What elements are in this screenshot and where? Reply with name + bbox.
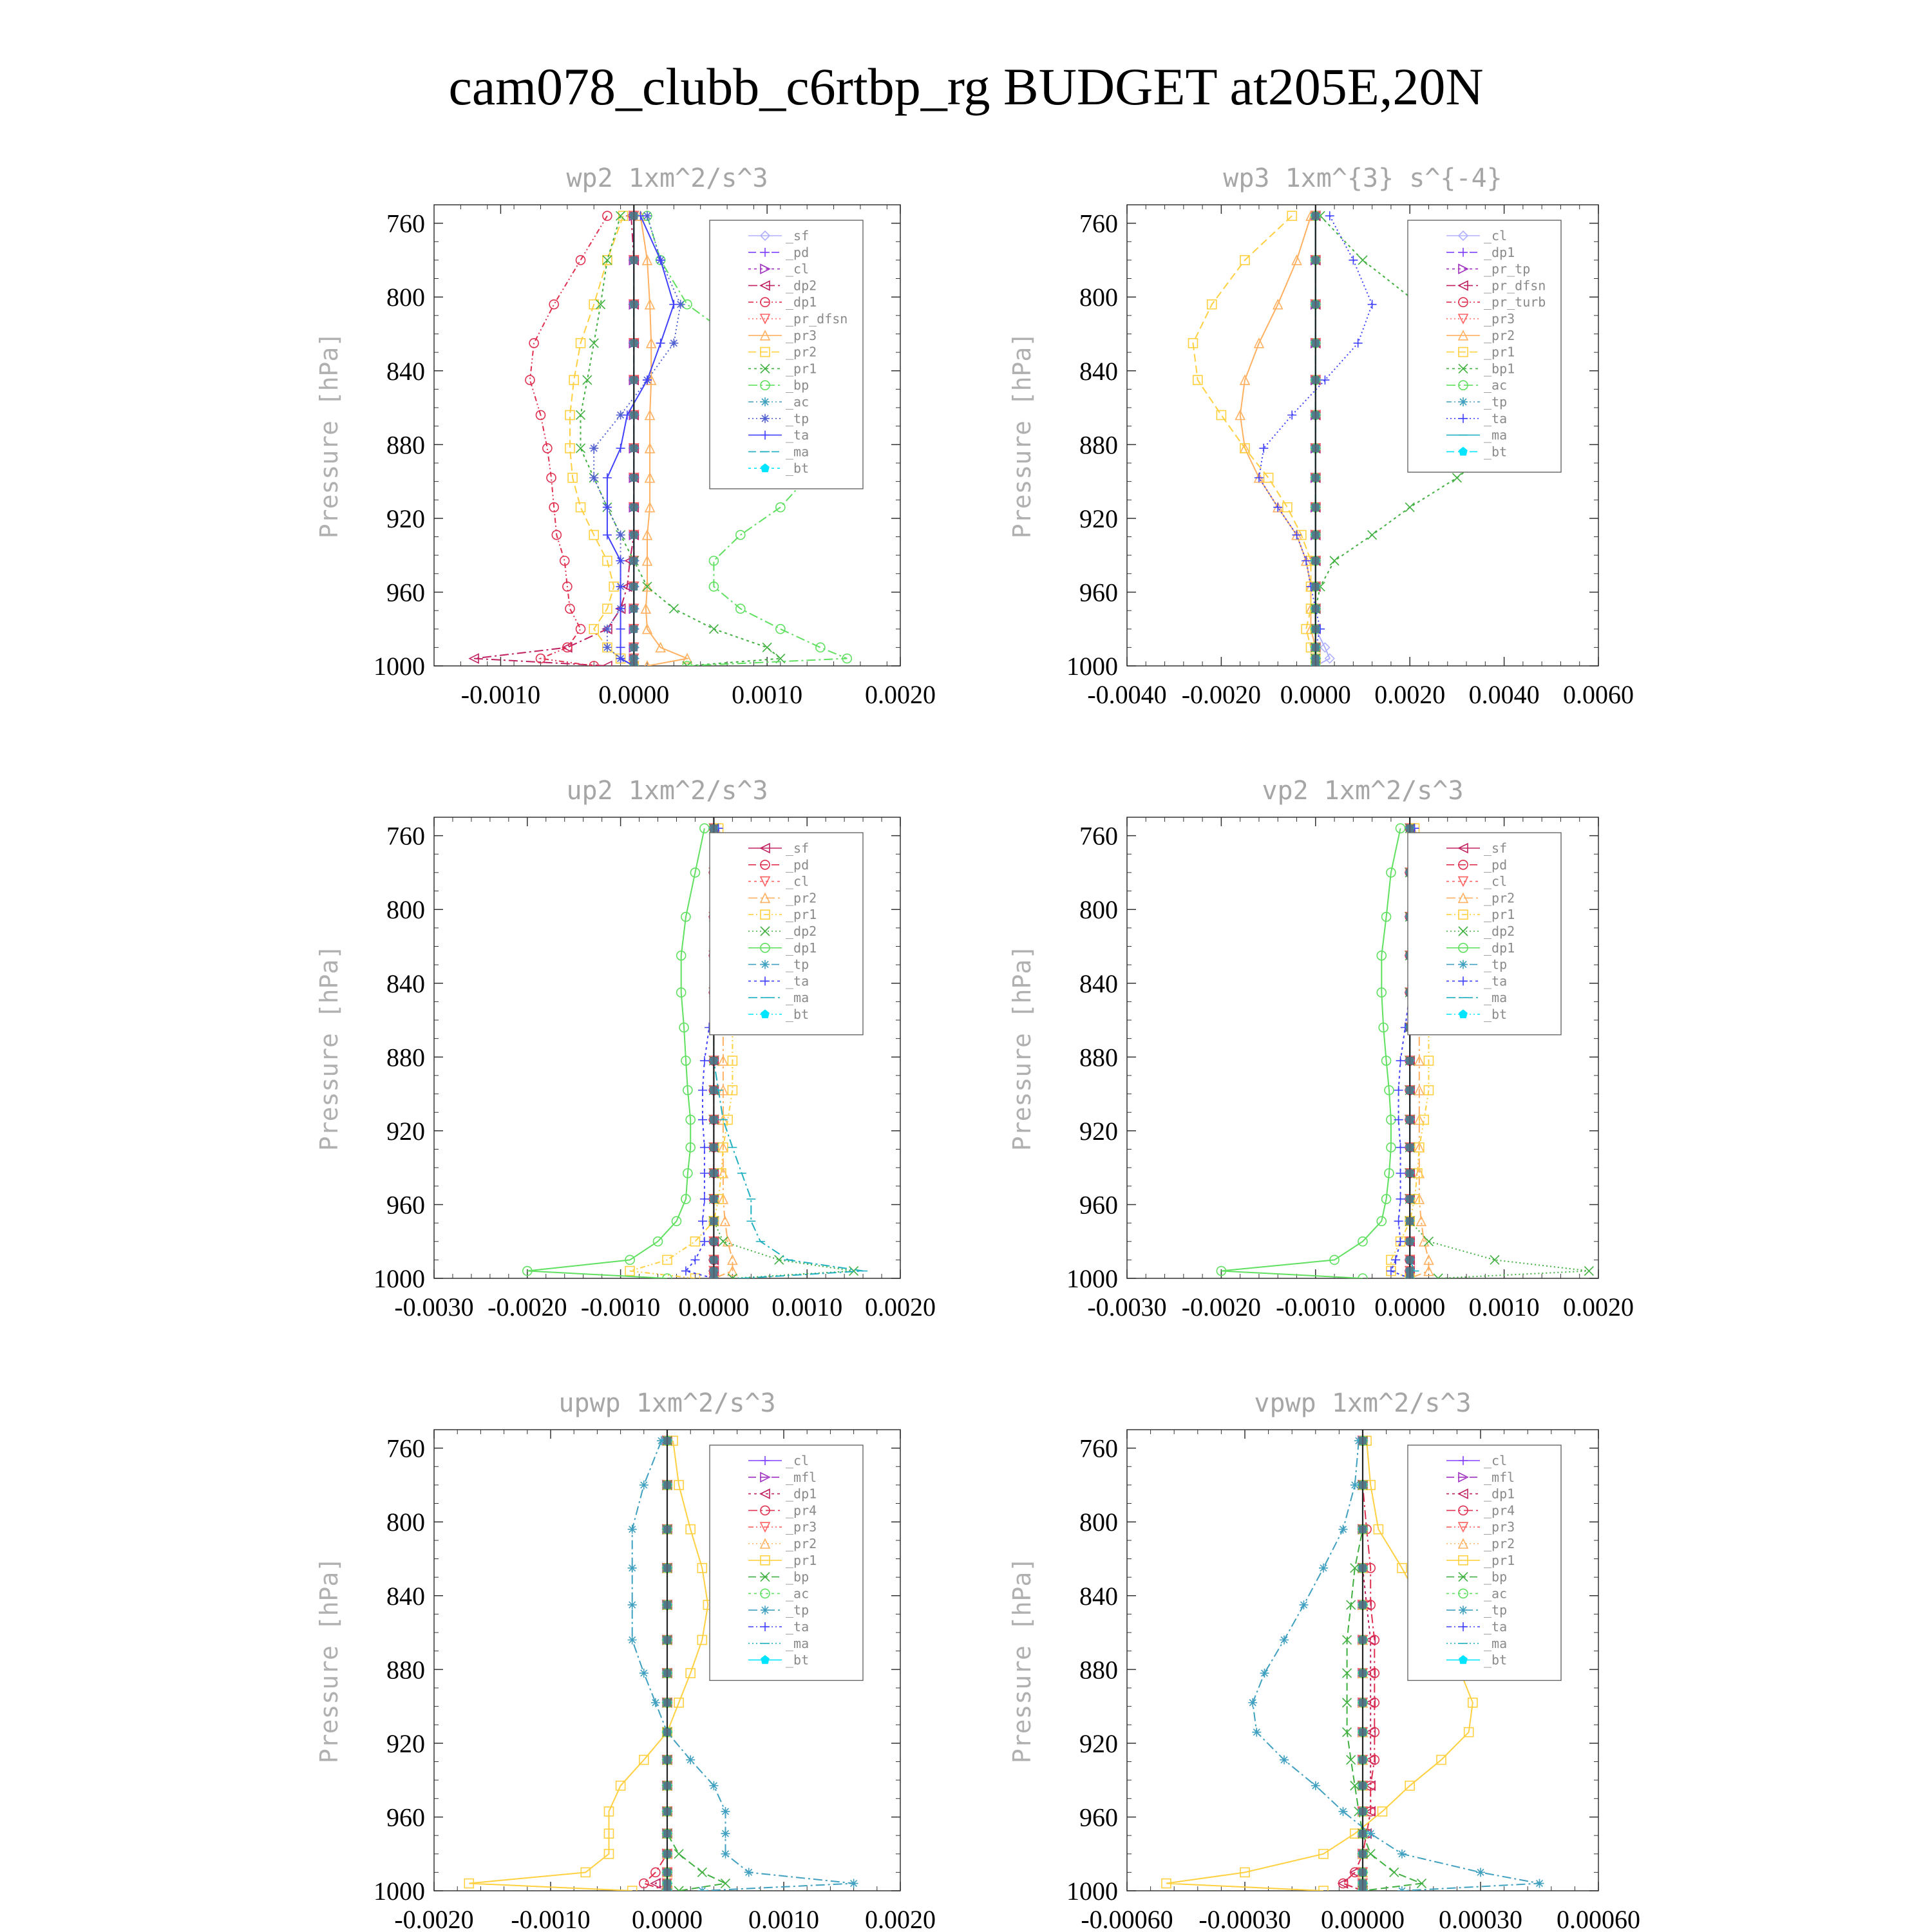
x-tick-label: 0.0000: [1374, 1293, 1446, 1321]
legend-label: _tp: [1484, 956, 1508, 972]
legend-label: _cl: [786, 873, 810, 889]
zero-line: [630, 205, 638, 670]
x-tick-label: 0.0000: [598, 680, 670, 709]
x-tick-label: -0.0020: [1181, 680, 1262, 709]
legend-label: _ac: [786, 1586, 810, 1602]
x-tick-label: 0.00000: [1321, 1905, 1405, 1932]
legend-label: _pr_dfsn: [1484, 278, 1546, 294]
y-tick-label: 800: [386, 895, 425, 925]
legend-label: _ta: [1484, 1619, 1508, 1634]
legend-label: _pr3: [786, 327, 817, 343]
y-tick-label: 1000: [374, 1877, 425, 1906]
legend-label: _dp1: [1484, 940, 1515, 956]
legend-label: _pr3: [1484, 1519, 1515, 1535]
y-tick-label: 1000: [1066, 652, 1118, 681]
y-tick-label: 880: [386, 1043, 425, 1072]
y-tick-label: 960: [386, 1190, 425, 1220]
y-tick-label: 920: [386, 1728, 425, 1758]
legend-label: _sf: [786, 840, 810, 856]
legend-label: _pd: [1484, 857, 1508, 873]
legend: [1408, 220, 1561, 472]
legend-label: _ac: [786, 394, 810, 410]
legend-label: _bp: [786, 377, 810, 393]
legend-label: _pr4: [1484, 1502, 1515, 1519]
series-dp1: [526, 211, 612, 670]
panel-6: [1008, 1388, 1640, 1932]
legend-label: _pr2: [1484, 890, 1515, 906]
panel-3: [315, 776, 936, 1321]
x-tick-label: -0.0030: [1087, 1293, 1167, 1321]
series-line: [656, 1441, 667, 1891]
legend-label: _pr2: [786, 1536, 817, 1551]
legend-label: _pr2: [786, 344, 817, 360]
legend-label: _pr1: [786, 907, 817, 923]
legend-label: _pr1: [1484, 1552, 1515, 1568]
legend-label: _ta: [786, 427, 810, 443]
y-tick-label: 960: [386, 578, 425, 607]
y-tick-label: 760: [1079, 821, 1118, 851]
legend: [1408, 1445, 1561, 1680]
series-pr4: [1339, 1436, 1379, 1895]
legend-label: _mfl: [1484, 1469, 1515, 1485]
legend-label: _cl: [1484, 873, 1508, 889]
y-tick-label: 920: [1079, 504, 1118, 533]
y-tick-label: 880: [1079, 1043, 1118, 1072]
y-axis-label: Pressure [hPa]: [315, 944, 343, 1151]
x-tick-label: -0.0020: [488, 1293, 567, 1321]
x-tick-label: 0.0020: [1374, 680, 1446, 709]
panel-title: vpwp 1xm^2/s^3: [1254, 1388, 1472, 1418]
series-dp1: [1339, 1436, 1376, 1895]
zero-line: [1312, 205, 1320, 670]
y-tick-label: 960: [386, 1803, 425, 1832]
y-tick-label: 760: [1079, 209, 1118, 238]
x-tick-label: -0.0010: [1276, 1293, 1356, 1321]
legend-label: _dp1: [786, 940, 817, 956]
y-tick-label: 800: [1079, 283, 1118, 312]
y-tick-label: 880: [386, 430, 425, 460]
x-tick-label: 0.0010: [772, 1293, 843, 1321]
x-tick-label: 0.0040: [1468, 680, 1540, 709]
x-tick-label: -0.0020: [1181, 1293, 1262, 1321]
legend-label: _bt: [1484, 444, 1508, 460]
y-tick-label: 840: [386, 969, 425, 998]
legend-label: _dp2: [786, 278, 817, 294]
legend-label: _bt: [786, 1007, 810, 1022]
legend-label: _bp: [786, 1569, 810, 1585]
y-axis-label: Pressure [hPa]: [1008, 944, 1036, 1151]
y-tick-label: 1000: [1066, 1877, 1118, 1906]
y-tick-label: 920: [1079, 1728, 1118, 1758]
legend-label: _ma: [786, 990, 810, 1006]
legend-label: _pr_dfsn: [786, 311, 848, 327]
series-pr1: [1188, 211, 1320, 670]
y-tick-label: 840: [1079, 1581, 1118, 1611]
legend-label: _tp: [786, 956, 810, 972]
y-tick-label: 880: [1079, 1655, 1118, 1685]
legend: [710, 1445, 863, 1680]
legend-label: _pd: [786, 857, 810, 873]
legend-label: _cl: [786, 261, 810, 277]
legend-label: _ma: [786, 1635, 810, 1651]
panel-1: [315, 164, 936, 709]
legend-label: _tp: [1484, 394, 1508, 410]
y-tick-label: 880: [386, 1655, 425, 1685]
series-line: [1240, 216, 1316, 666]
series-pr1: [464, 1436, 712, 1895]
legend-label: _bp1: [1484, 361, 1515, 377]
legend-label: _pd: [786, 244, 810, 260]
x-tick-label: 0.0010: [1468, 1293, 1540, 1321]
y-tick-label: 800: [386, 283, 425, 312]
series-pr2: [1236, 211, 1320, 670]
series-line: [607, 216, 674, 666]
x-tick-label: -0.0030: [394, 1293, 474, 1321]
y-tick-label: 800: [1079, 1508, 1118, 1537]
series-line: [527, 828, 705, 1278]
legend-label: _dp1: [1484, 1486, 1515, 1502]
legend-label: _ta: [786, 1619, 810, 1634]
legend-label: _bt: [786, 460, 810, 477]
y-tick-label: 840: [1079, 969, 1118, 998]
legend-label: _dp2: [1484, 923, 1515, 939]
y-axis-label: Pressure [hPa]: [315, 1557, 343, 1764]
series-line: [1221, 828, 1400, 1278]
legend: [1408, 833, 1561, 1035]
y-tick-label: 960: [1079, 1190, 1118, 1220]
legend-label: _ta: [1484, 410, 1508, 426]
y-tick-label: 840: [386, 356, 425, 386]
panel-4: [1008, 776, 1634, 1321]
legend-label: _pr3: [786, 1519, 817, 1535]
x-tick-label: -0.0010: [460, 680, 541, 709]
x-tick-label: 0.0060: [1563, 680, 1634, 709]
y-tick-label: 880: [1079, 430, 1118, 460]
legend: [710, 833, 863, 1035]
series-line: [641, 216, 687, 666]
legend-label: _pr2: [786, 890, 817, 906]
legend-label: _tp: [786, 410, 810, 426]
figure-title: cam078_clubb_c6rtbp_rg BUDGET at205E,20N: [448, 57, 1484, 116]
legend-label: _pr2: [1484, 327, 1515, 343]
series-dp1: [1217, 824, 1405, 1283]
y-tick-label: 1000: [374, 652, 425, 681]
y-tick-label: 760: [386, 1434, 425, 1463]
legend-label: _pr3: [1484, 311, 1515, 327]
legend-label: _pr2: [1484, 1536, 1515, 1551]
y-tick-label: 960: [1079, 1803, 1118, 1832]
legend-label: _ta: [786, 973, 810, 989]
panel-title: upwp 1xm^2/s^3: [558, 1388, 776, 1418]
x-tick-label: 0.0000: [1280, 680, 1351, 709]
legend-label: _cl: [786, 1453, 810, 1468]
y-tick-label: 760: [386, 209, 425, 238]
series-ta: [603, 211, 678, 670]
legend-label: _ma: [1484, 990, 1508, 1006]
series-pr3: [636, 211, 692, 670]
legend-label: _cl: [1484, 228, 1508, 243]
series-line: [1193, 216, 1316, 666]
legend-label: _pr1: [1484, 907, 1515, 923]
legend-label: _pr_tp: [1484, 261, 1531, 277]
legend-label: _pr_turb: [1484, 294, 1546, 310]
legend-label: _pr1: [786, 1552, 817, 1568]
legend-label: _ac: [1484, 1586, 1508, 1602]
legend-label: _ma: [786, 444, 810, 460]
y-axis-label: Pressure [hPa]: [1008, 1557, 1036, 1764]
series-tp: [589, 211, 685, 670]
x-tick-label: -0.0010: [511, 1905, 591, 1932]
legend-label: _dp1: [786, 294, 817, 310]
x-tick-label: 0.0020: [1563, 1293, 1634, 1321]
panel-title: up2 1xm^2/s^3: [566, 776, 768, 806]
panel-title: vp2 1xm^2/s^3: [1262, 776, 1464, 806]
y-tick-label: 800: [1079, 895, 1118, 925]
legend-label: _tp: [786, 1602, 810, 1618]
y-tick-label: 1000: [374, 1264, 425, 1293]
y-tick-label: 760: [1079, 1434, 1118, 1463]
y-tick-label: 920: [1079, 1116, 1118, 1146]
legend-label: _ma: [1484, 427, 1508, 443]
zero-line: [663, 1430, 671, 1895]
y-tick-label: 1000: [1066, 1264, 1118, 1293]
panel-2: [1008, 164, 1634, 709]
legend-label: _sf: [786, 228, 810, 243]
legend-label: _dp1: [1484, 244, 1515, 260]
y-tick-label: 760: [386, 821, 425, 851]
legend-label: _bp: [1484, 1569, 1508, 1585]
y-tick-label: 920: [386, 504, 425, 533]
legend-label: _bt: [1484, 1652, 1508, 1668]
x-tick-label: 0.00060: [1557, 1905, 1640, 1932]
series-cl: [1311, 211, 1334, 670]
y-tick-label: 920: [386, 1116, 425, 1146]
series-dp1: [523, 824, 709, 1283]
legend-label: _mfl: [786, 1469, 817, 1485]
panel-title: wp3 1xm^{3} s^{-4}: [1223, 164, 1502, 193]
x-tick-label: -0.0040: [1087, 680, 1167, 709]
legend-label: _dp2: [786, 923, 817, 939]
x-tick-label: 0.0020: [865, 1905, 936, 1932]
legend: [710, 220, 863, 489]
x-tick-label: -0.0020: [394, 1905, 474, 1932]
legend-label: _ac: [1484, 377, 1508, 393]
y-tick-label: 800: [386, 1508, 425, 1537]
x-tick-label: 0.0020: [865, 680, 936, 709]
x-tick-label: -0.0010: [580, 1293, 661, 1321]
legend-label: _sf: [1484, 840, 1508, 856]
y-tick-label: 840: [1079, 356, 1118, 386]
series-line: [530, 216, 607, 666]
legend-label: _ma: [1484, 1635, 1508, 1651]
legend-label: _tp: [1484, 1602, 1508, 1618]
legend-label: _bt: [786, 1652, 810, 1668]
legend-label: _pr4: [786, 1502, 817, 1519]
x-tick-label: -0.00060: [1081, 1905, 1173, 1932]
x-tick-label: 0.0010: [748, 1905, 819, 1932]
y-tick-label: 960: [1079, 578, 1118, 607]
legend-label: _pr1: [1484, 344, 1515, 360]
legend-label: _bt: [1484, 1007, 1508, 1022]
x-tick-label: 0.0020: [865, 1293, 936, 1321]
series-line: [469, 1441, 708, 1891]
legend-label: _ta: [1484, 973, 1508, 989]
series-dp1: [651, 1436, 672, 1895]
x-tick-label: 0.00030: [1439, 1905, 1522, 1932]
y-axis-label: Pressure [hPa]: [1008, 332, 1036, 539]
y-tick-label: 840: [386, 1581, 425, 1611]
x-tick-label: -0.00030: [1198, 1905, 1291, 1932]
x-tick-label: 0.0010: [732, 680, 803, 709]
x-tick-label: 0.0000: [678, 1293, 750, 1321]
series-line: [644, 1441, 667, 1891]
panel-5: [315, 1388, 936, 1932]
panel-title: wp2 1xm^2/s^3: [566, 164, 768, 193]
legend-label: _pr1: [786, 361, 817, 377]
series-dp2: [469, 211, 638, 670]
series-pr2: [565, 211, 638, 670]
x-tick-label: 0.0000: [632, 1905, 703, 1932]
legend-label: _dp1: [786, 1486, 817, 1502]
legend-label: _cl: [1484, 1453, 1508, 1468]
y-axis-label: Pressure [hPa]: [315, 332, 343, 539]
